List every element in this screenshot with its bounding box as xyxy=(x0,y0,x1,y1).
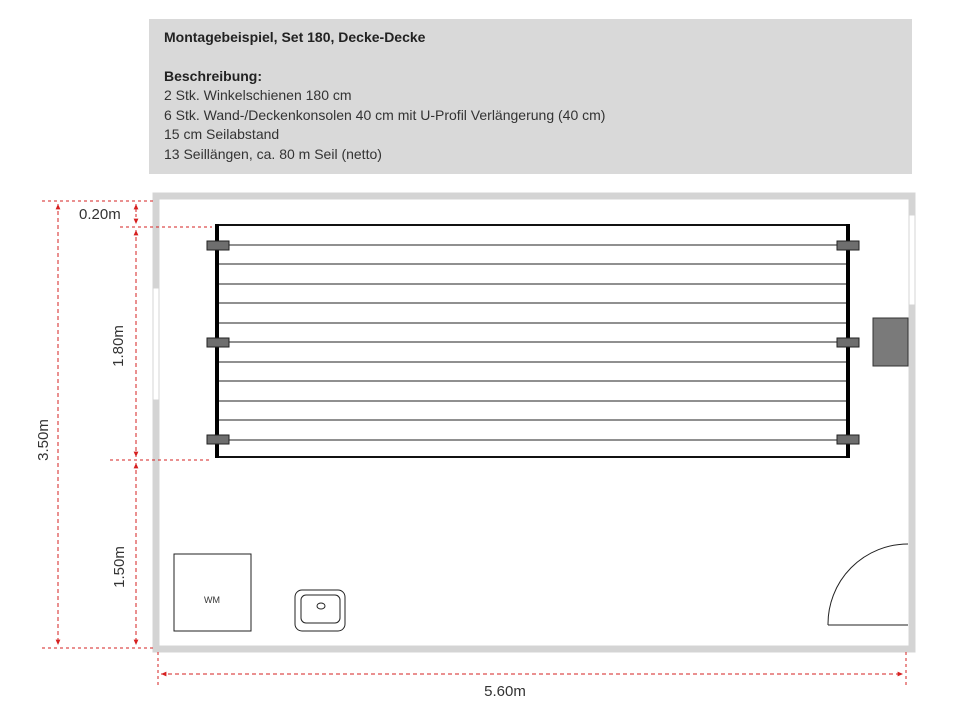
sink xyxy=(295,590,345,631)
door-swing xyxy=(828,544,908,625)
description-line-rails: 2 Stk. Winkelschienen 180 cm xyxy=(164,87,352,103)
drying-rack xyxy=(207,224,859,458)
rack-depth-label: 1.80m xyxy=(110,325,127,367)
description-line-rope: 13 Seillängen, ca. 80 m Seil (netto) xyxy=(164,145,382,162)
room-depth-label: 3.50m xyxy=(35,419,52,461)
assembly-title: Montagebeispiel, Set 180, Decke-Decke xyxy=(164,29,426,45)
description-heading: Beschreibung: xyxy=(164,67,263,84)
right-window xyxy=(909,215,915,305)
wall-bracket xyxy=(207,338,229,347)
description-line-brackets: 6 Stk. Wand-/Deckenkonsolen 40 cm mit U-Profil Verlängerung (40 cm) xyxy=(164,106,606,123)
wall-bracket xyxy=(207,435,229,444)
dimension-lines xyxy=(42,201,906,688)
wall-bracket xyxy=(207,241,229,250)
room-width-label: 5.60m xyxy=(484,683,526,700)
left-window xyxy=(153,288,159,400)
washing-machine-label: WM xyxy=(204,595,220,605)
wall-bracket xyxy=(837,435,859,444)
bottom-gap-label: 1.50m xyxy=(111,546,128,588)
top-gap-label: 0.20m xyxy=(79,206,121,223)
radiator xyxy=(873,318,908,366)
description-line-spacing: 15 cm Seilabstand xyxy=(164,126,280,142)
wall-bracket xyxy=(837,241,859,250)
washing-machine xyxy=(174,554,251,631)
wall-bracket xyxy=(837,338,859,347)
